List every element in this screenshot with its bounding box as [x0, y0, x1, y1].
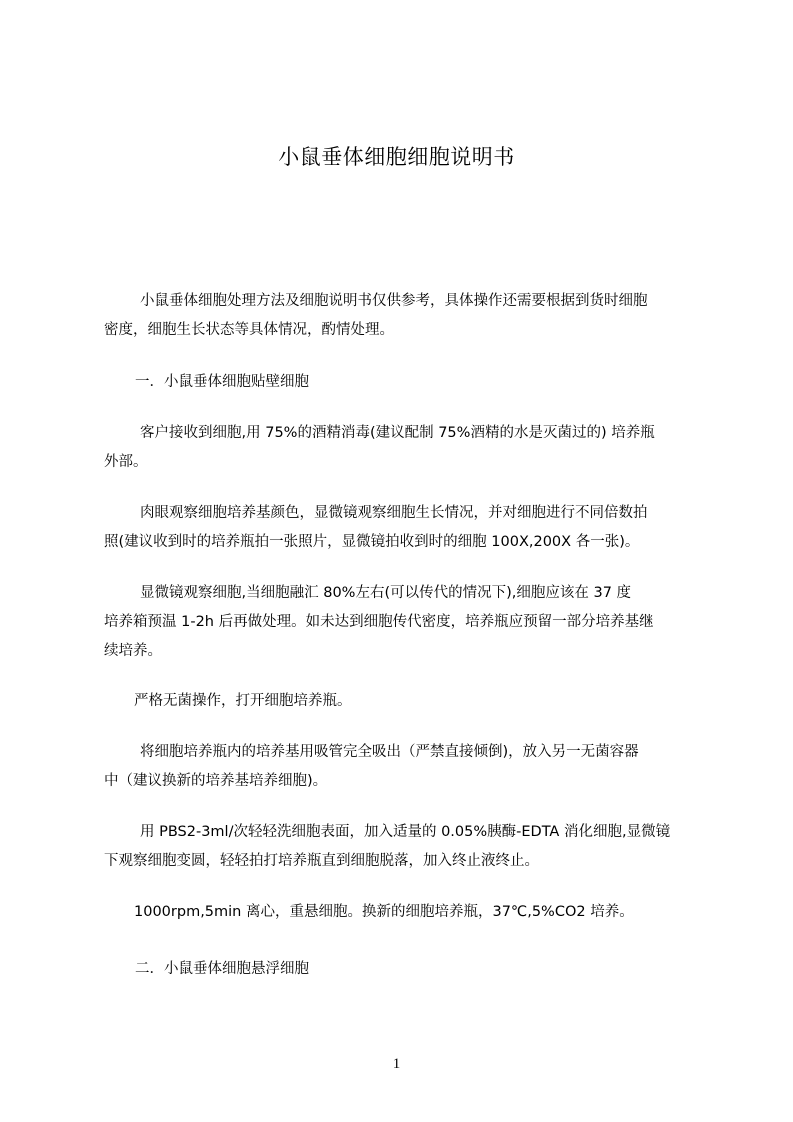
section-heading-suspension: 二．小鼠垂体细胞悬浮细胞 — [135, 961, 309, 977]
text-line: 下观察细胞变圆，轻轻拍打培养瓶直到细胞脱落，加入终止液终止。 — [104, 853, 539, 869]
text-line: 密度，细胞生长状态等具体情况，酌情处理。 — [104, 322, 394, 338]
text-line: 严格无菌操作，打开细胞培养瓶。 — [134, 693, 352, 709]
page-number: 1 — [392, 1056, 401, 1072]
text-line: 外部。 — [104, 454, 148, 470]
text-line: 中（建议换新的培养基培养细胞)。 — [104, 773, 328, 789]
document-title: 小鼠垂体细胞细胞说明书 — [278, 145, 515, 169]
paragraph-digest — [104, 818, 704, 876]
text-line: 客户接收到细胞,用 75%的酒精消毒(建议配制 75%酒精的水是灭菌过的) 培养瓶 — [140, 425, 655, 441]
paragraph-aseptic — [104, 687, 704, 716]
paragraph-aspirate — [104, 738, 704, 796]
text-line: 显微镜观察细胞,当细胞融汇 80%左右(可以传代的情况下),细胞应该在 37 度 — [140, 585, 632, 601]
text-line: 照(建议收到时的培养瓶拍一张照片，显微镜拍收到时的细胞 100X,200X 各一张)。 — [104, 534, 640, 550]
text-line: 小鼠垂体细胞处理方法及细胞说明书仅供参考，具体操作还需要根据到货时细胞 — [140, 293, 648, 309]
section-heading-adherent: 一．小鼠垂体细胞贴壁细胞 — [135, 374, 309, 390]
text-line: 培养箱预温 1-2h 后再做处理。如未达到细胞传代密度，培养瓶应预留一部分培养基继 — [104, 614, 654, 630]
text-line: 1000rpm,5min 离心，重悬细胞。换新的细胞培养瓶，37℃,5%CO2 培养。 — [134, 904, 634, 920]
text-line: 续培养。 — [104, 643, 162, 659]
text-line: 将细胞培养瓶内的培养基用吸管完全吸出（严禁直接倾倒)，放入另一无菌容器 — [140, 744, 639, 760]
intro-paragraph — [104, 287, 704, 345]
paragraph-centrifuge — [104, 898, 704, 927]
text-line: 肉眼观察细胞培养基颜色，显微镜观察细胞生长情况，并对细胞进行不同倍数拍 — [140, 505, 648, 521]
text-line: 用 PBS2-3ml/次轻轻洗细胞表面，加入适量的 0.05%胰酶-EDTA 消化细胞,显微镜 — [140, 824, 671, 840]
paragraph-observe — [104, 499, 704, 557]
paragraph-receive — [104, 419, 704, 477]
paragraph-confluence — [104, 579, 704, 666]
